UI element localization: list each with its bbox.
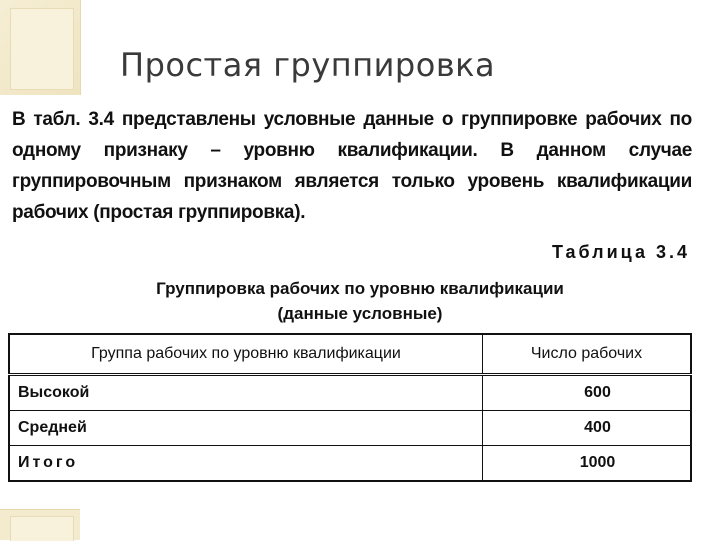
body-paragraph: В табл. 3.4 представлены условные данные о группировке рабочих по одному признаку – уровню квалификации. В данном случае группировочным признаком является только уровень квалификации рабочих (простая группировка). [12, 109, 692, 223]
row-group: Средней [9, 411, 483, 446]
table-caption-line1: Группировка рабочих по уровню квалификации [156, 279, 564, 298]
grouping-table [8, 333, 692, 482]
row-count: 400 [483, 411, 692, 446]
table-row [9, 411, 691, 446]
row-group: Высокой [9, 375, 483, 411]
table-label: Таблица 3.4 [551, 242, 690, 262]
header-count: Число рабочих [483, 334, 692, 375]
table-caption [0, 276, 720, 326]
header-group: Группа рабочих по уровню квалификации [9, 334, 483, 375]
table-header-row [9, 334, 691, 375]
table-row [9, 375, 691, 411]
row-group-total: Итого [9, 446, 483, 482]
corner-decoration-bottom [0, 509, 80, 540]
table-caption-line2: (данные условные) [277, 304, 443, 323]
table-row-total [9, 446, 691, 482]
row-count: 600 [483, 375, 692, 411]
row-count-total: 1000 [483, 446, 692, 482]
corner-decoration-top [0, 0, 81, 95]
slide-title: Простая группировка [120, 46, 496, 84]
